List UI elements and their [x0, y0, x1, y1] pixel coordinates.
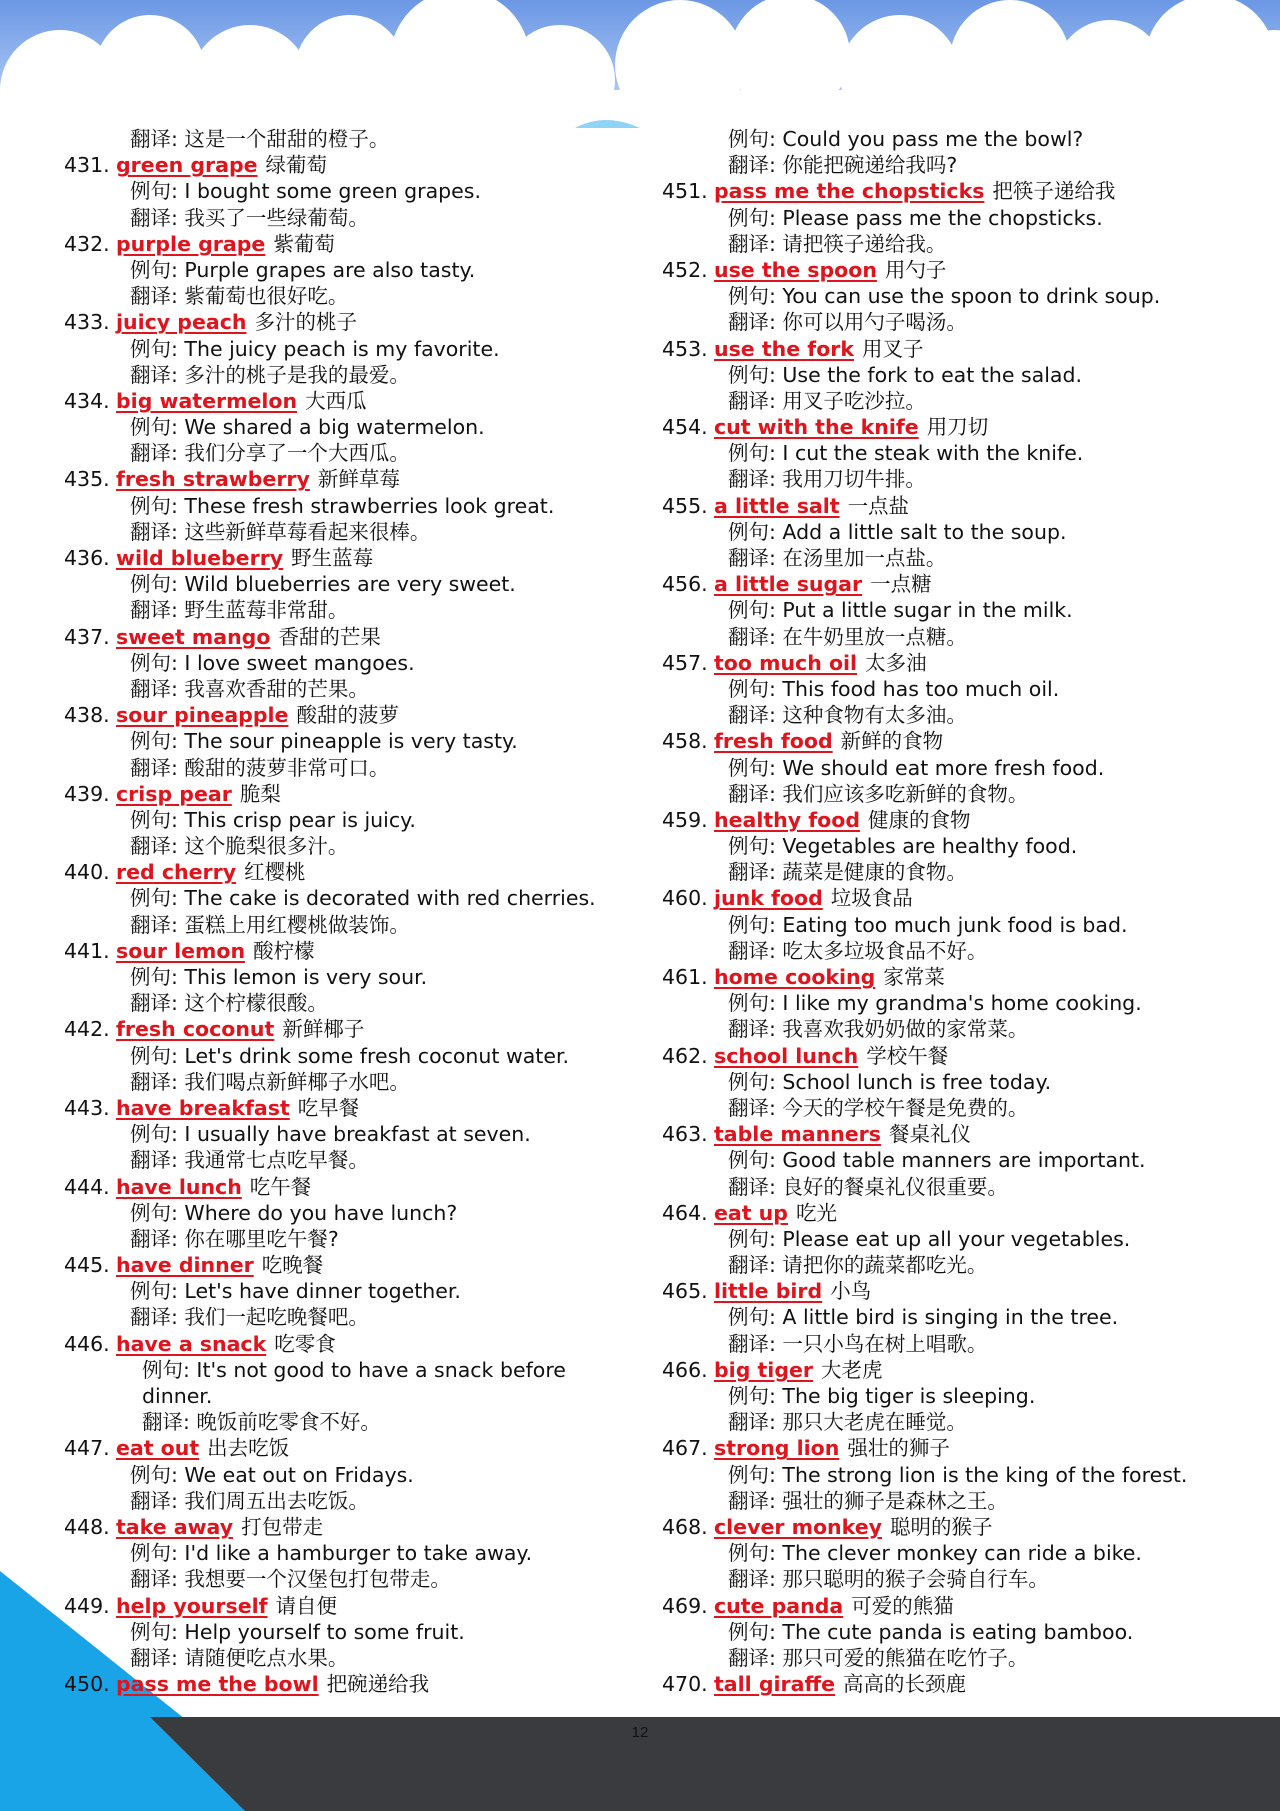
- entry-number: 467.: [662, 1436, 708, 1461]
- entry-number: 445.: [64, 1253, 110, 1278]
- translation: 翻译: 我们分享了一个大西瓜。: [130, 441, 410, 466]
- vocab-entry-452: [662, 257, 1222, 283]
- example-sentence: 例句: It's not good to have a snack before: [142, 1357, 566, 1382]
- example-sentence: 例句: This crisp pear is juicy.: [130, 807, 416, 832]
- vocab-term: eat out: [116, 1436, 200, 1461]
- vocab-term: cut with the knife: [714, 415, 919, 440]
- chinese-meaning: 脆梨: [239, 781, 281, 806]
- entry-number: 450.: [64, 1672, 110, 1697]
- translation: 翻译: 我们喝点新鲜椰子水吧。: [130, 1069, 410, 1094]
- entry-number: 440.: [64, 860, 110, 885]
- translation: 翻译: 你在哪里吃午餐?: [130, 1226, 339, 1251]
- vocab-term: big tiger: [714, 1357, 814, 1382]
- chinese-meaning: 新鲜的食物: [840, 729, 944, 754]
- example-sentence: 例句: Let's drink some fresh coconut water.: [130, 1043, 570, 1068]
- entry-number: 463.: [662, 1122, 708, 1147]
- chinese-meaning: 高高的长颈鹿: [842, 1672, 966, 1697]
- example-sentence: 例句: Please pass me the chopsticks.: [728, 205, 1103, 230]
- vocab-term: school lunch: [714, 1043, 859, 1068]
- entry-number: 448.: [64, 1514, 110, 1539]
- entry-number: 444.: [64, 1174, 110, 1199]
- entry-number: 455.: [662, 493, 708, 518]
- example-sentence: 例句: Put a little sugar in the milk.: [728, 598, 1073, 623]
- translation: 翻译: 那只聪明的猴子会骑自行车。: [728, 1567, 1049, 1592]
- entry-number: 434.: [64, 388, 110, 413]
- example-sentence: 例句: The strong lion is the king of the forest.: [728, 1462, 1188, 1487]
- vocab-term: pass me the bowl: [116, 1672, 319, 1697]
- translation: 翻译: 吃太多垃圾食品不好。: [728, 938, 988, 963]
- translation: 翻译: 蔬菜是健康的食物。: [728, 860, 967, 885]
- vocab-term: too much oil: [714, 650, 858, 675]
- entry-number: 436.: [64, 546, 110, 570]
- chinese-meaning: 野生蓝莓: [291, 546, 374, 570]
- example-sentence: 例句: Good table manners are important.: [728, 1148, 1146, 1173]
- example-sentence: 例句: A little bird is singing in the tree.: [728, 1305, 1119, 1330]
- vocab-entry-444: [64, 1174, 624, 1200]
- chinese-meaning: 小鸟: [830, 1279, 872, 1304]
- vocab-entry-440: [64, 859, 624, 885]
- vocab-entry-436: [64, 545, 624, 571]
- vocab-term: strong lion: [714, 1436, 840, 1461]
- vocab-term: clever monkey: [714, 1514, 882, 1539]
- vocab-entry-445: [64, 1252, 624, 1278]
- example-sentence: 例句: You can use the spoon to drink soup.: [728, 284, 1161, 309]
- entry-number: 438.: [64, 703, 110, 728]
- vocab-entry-470: [662, 1671, 1222, 1697]
- vocab-term: purple grape: [116, 231, 266, 256]
- entry-number: 435.: [64, 467, 110, 492]
- vocab-term: juicy peach: [116, 310, 247, 335]
- translation: 翻译: 在牛奶里放一点糖。: [728, 624, 967, 649]
- example-sentence: 例句: The juicy peach is my favorite.: [130, 336, 500, 361]
- vocab-term: a little sugar: [714, 572, 863, 597]
- chinese-meaning: 用叉子: [862, 336, 924, 361]
- translation: 翻译: 我们一起吃晚餐吧。: [130, 1305, 369, 1330]
- example-sentence: 例句: I like my grandma's home cooking.: [728, 991, 1142, 1016]
- example-sentence: 例句: Purple grapes are also tasty.: [130, 257, 476, 282]
- vocab-entry-443: [64, 1095, 624, 1121]
- translation: 翻译: 我喜欢香甜的芒果。: [130, 676, 369, 701]
- entry-number: 461.: [662, 965, 708, 989]
- right-column: [662, 126, 1222, 1697]
- vocab-entry-461: [662, 964, 1222, 990]
- vocab-term: crisp pear: [116, 781, 232, 806]
- vocab-entry-460: [662, 885, 1222, 911]
- sky-clouds-banner: [0, 0, 1280, 140]
- entry-number: 441.: [64, 938, 110, 963]
- vocab-entry-448: [64, 1514, 624, 1540]
- chinese-meaning: 太多油: [865, 650, 927, 675]
- translation: 翻译: 我喜欢我奶奶做的家常菜。: [728, 1017, 1029, 1042]
- example-sentence: 例句: These fresh strawberries look great.: [130, 493, 555, 518]
- vocab-term: green grape: [116, 153, 258, 178]
- vocab-term: wild blueberry: [116, 546, 284, 570]
- entry-number: 442.: [64, 1017, 110, 1042]
- example-sentence: 例句: Use the fork to eat the salad.: [728, 362, 1082, 387]
- vocab-term: fresh food: [714, 729, 833, 754]
- translation: 翻译: 今天的学校午餐是免费的。: [728, 1095, 1029, 1120]
- vocab-term: use the fork: [714, 336, 855, 361]
- vocab-term: sour lemon: [116, 938, 246, 963]
- entry-number: 462.: [662, 1043, 708, 1068]
- vocab-term: use the spoon: [714, 257, 877, 282]
- entry-number: 447.: [64, 1436, 110, 1461]
- translation: 翻译: 请随便吃点水果。: [130, 1645, 349, 1670]
- vocab-term: junk food: [714, 886, 823, 911]
- chinese-meaning: 把筷子递给我: [992, 179, 1116, 204]
- translation: 翻译: 用叉子吃沙拉。: [728, 388, 926, 413]
- left-column: [64, 126, 624, 1697]
- entry-number: 449.: [64, 1593, 110, 1618]
- vocab-entry-458: [662, 728, 1222, 754]
- example-sentence: 例句: The cute panda is eating bamboo.: [728, 1619, 1134, 1644]
- entry-number: 465.: [662, 1279, 708, 1304]
- translation: 翻译: 紫葡萄也很好吃。: [130, 284, 349, 309]
- vocab-entry-433: [64, 309, 624, 335]
- vocab-term: fresh coconut: [116, 1017, 275, 1042]
- vocab-term: eat up: [714, 1200, 788, 1225]
- chinese-meaning: 把碗递给我: [326, 1672, 430, 1697]
- vocab-term: home cooking: [714, 965, 876, 989]
- translation: 翻译: 这个柠檬很酸。: [130, 991, 328, 1016]
- vocab-term: have lunch: [116, 1174, 242, 1199]
- vocab-entry-466: [662, 1357, 1222, 1383]
- entry-number: 460.: [662, 886, 708, 911]
- entry-number: 432.: [64, 231, 110, 256]
- vocab-term: cute panda: [714, 1593, 844, 1618]
- vocab-entry-467: [662, 1435, 1222, 1461]
- entry-number: 431.: [64, 153, 110, 178]
- chinese-meaning: 一点糖: [870, 572, 932, 597]
- vocab-entry-435: [64, 466, 624, 492]
- example-sentence: 例句: School lunch is free today.: [728, 1069, 1052, 1094]
- chinese-meaning: 可爱的熊猫: [851, 1593, 954, 1618]
- vocab-entry-437: [64, 624, 624, 650]
- vocab-term: red cherry: [116, 860, 237, 885]
- entry-number: 446.: [64, 1331, 110, 1356]
- chinese-meaning: 一点盐: [847, 493, 910, 518]
- chinese-meaning: 餐桌礼仪: [888, 1122, 971, 1147]
- example-sentence: 例句: We should eat more fresh food.: [728, 755, 1105, 780]
- chinese-meaning: 多汁的桃子: [254, 310, 357, 335]
- translation: 翻译: 那只可爱的熊猫在吃竹子。: [728, 1645, 1029, 1670]
- vocab-entry-434: [64, 388, 624, 414]
- chinese-meaning: 吃零食: [274, 1331, 336, 1356]
- example-sentence: 例句: We shared a big watermelon.: [130, 415, 485, 440]
- vocab-term: fresh strawberry: [116, 467, 310, 492]
- vocab-term: table manners: [714, 1122, 881, 1147]
- lead-translation: 翻译: 这是一个甜甜的橙子。: [130, 127, 390, 151]
- chinese-meaning: 紫葡萄: [273, 231, 335, 256]
- chinese-meaning: 红樱桃: [244, 860, 306, 885]
- vocab-entry-469: [662, 1593, 1222, 1619]
- entry-number: 452.: [662, 257, 708, 282]
- entry-number: 443.: [64, 1095, 110, 1120]
- example-sentence: 例句: This lemon is very sour.: [130, 965, 428, 989]
- vocab-term: sour pineapple: [116, 703, 289, 728]
- chinese-meaning: 健康的食物: [868, 807, 971, 832]
- chinese-meaning: 吃光: [795, 1200, 837, 1225]
- translation: 翻译: 酸甜的菠萝非常可口。: [130, 755, 390, 780]
- vocab-term: help yourself: [116, 1593, 268, 1618]
- translation: 翻译: 你可以用勺子喝汤。: [728, 310, 967, 335]
- example-sentence: 例句: Vegetables are healthy food.: [728, 834, 1078, 859]
- entry-number: 470.: [662, 1672, 708, 1697]
- chinese-meaning: 吃早餐: [297, 1095, 360, 1120]
- translation: 翻译: 野生蓝莓非常甜。: [130, 598, 349, 623]
- vocab-entry-454: [662, 414, 1222, 440]
- chinese-meaning: 大老虎: [821, 1357, 883, 1382]
- chinese-meaning: 请自便: [275, 1593, 338, 1618]
- vocab-term: big watermelon: [116, 388, 298, 413]
- vocab-term: little bird: [714, 1279, 823, 1304]
- translation: 翻译: 晚饭前吃零食不好。: [142, 1410, 381, 1435]
- chinese-meaning: 吃晚餐: [261, 1253, 324, 1278]
- chinese-meaning: 强壮的狮子: [847, 1436, 950, 1461]
- vocab-entry-457: [662, 650, 1222, 676]
- vocab-entry-432: [64, 231, 624, 257]
- example-sentence-continued: dinner.: [142, 1384, 213, 1408]
- chinese-meaning: 家常菜: [883, 965, 945, 989]
- chinese-meaning: 新鲜椰子: [282, 1017, 365, 1042]
- translation: 翻译: 我买了一些绿葡萄。: [130, 205, 369, 230]
- example-sentence: 例句: I cut the steak with the knife.: [728, 441, 1084, 466]
- chinese-meaning: 香甜的芒果: [278, 624, 381, 649]
- vocab-entry-465: [662, 1278, 1222, 1304]
- example-sentence: 例句: Let's have dinner together.: [130, 1279, 461, 1304]
- example-sentence: 例句: Add a little salt to the soup.: [728, 519, 1067, 544]
- vocab-entry-441: [64, 938, 624, 964]
- chinese-meaning: 绿葡萄: [265, 153, 328, 178]
- chinese-meaning: 酸柠檬: [253, 938, 315, 963]
- vocab-entry-447: [64, 1435, 624, 1461]
- example-sentence: 例句: The big tiger is sleeping.: [728, 1384, 1036, 1408]
- vocab-entry-459: [662, 807, 1222, 833]
- lead-example: 例句: Could you pass me the bowl?: [728, 127, 1084, 151]
- entry-number: 453.: [662, 336, 708, 361]
- chinese-meaning: 用勺子: [884, 257, 947, 282]
- example-sentence: 例句: I'd like a hamburger to take away.: [130, 1541, 533, 1566]
- chinese-meaning: 打包带走: [241, 1514, 324, 1539]
- entry-number: 454.: [662, 415, 708, 440]
- example-sentence: 例句: Help yourself to some fruit.: [130, 1619, 465, 1644]
- vocab-entry-468: [662, 1514, 1222, 1540]
- chinese-meaning: 酸甜的菠萝: [296, 703, 399, 728]
- translation: 翻译: 这些新鲜草莓看起来很棒。: [130, 519, 431, 544]
- translation: 翻译: 我们应该多吃新鲜的食物。: [728, 781, 1029, 806]
- translation: 翻译: 一只小鸟在树上唱歌。: [728, 1331, 988, 1356]
- translation: 翻译: 这个脆梨很多汁。: [130, 834, 349, 859]
- vocab-term: take away: [116, 1514, 234, 1539]
- entry-number: 451.: [662, 179, 708, 204]
- entry-number: 437.: [64, 624, 110, 649]
- vocab-entry-431: [64, 152, 624, 178]
- chinese-meaning: 学校午餐: [866, 1043, 949, 1068]
- example-sentence: 例句: Eating too much junk food is bad.: [728, 912, 1128, 937]
- chinese-meaning: 用刀切: [926, 415, 989, 440]
- page-number: 12: [631, 1724, 649, 1741]
- translation: 翻译: 请把筷子递给我。: [728, 231, 947, 256]
- vocab-term: tall giraffe: [714, 1672, 835, 1697]
- translation: 翻译: 我用刀切牛排。: [728, 467, 926, 492]
- translation: 翻译: 我通常七点吃早餐。: [130, 1148, 369, 1173]
- example-sentence: 例句: This food has too much oil.: [728, 676, 1060, 701]
- vocab-entry-453: [662, 336, 1222, 362]
- vocab-term: pass me the chopsticks: [714, 179, 985, 204]
- vocab-entry-439: [64, 781, 624, 807]
- chinese-meaning: 垃圾食品: [830, 886, 913, 911]
- example-sentence: 例句: The sour pineapple is very tasty.: [130, 729, 518, 754]
- chinese-meaning: 大西瓜: [305, 388, 367, 413]
- chinese-meaning: 出去吃饭: [207, 1436, 290, 1461]
- vocab-entry-451: [662, 178, 1222, 204]
- lead-translation: 翻译: 你能把碗递给我吗?: [728, 153, 958, 178]
- entry-number: 459.: [662, 807, 708, 832]
- entry-number: 466.: [662, 1357, 708, 1382]
- translation: 翻译: 多汁的桃子是我的最爱。: [130, 362, 410, 387]
- right-entries: [662, 178, 1222, 1697]
- translation: 翻译: 蛋糕上用红樱桃做装饰。: [130, 912, 410, 937]
- entry-number: 469.: [662, 1593, 708, 1618]
- vocab-entry-455: [662, 493, 1222, 519]
- translation: 翻译: 在汤里加一点盐。: [728, 546, 947, 570]
- vocab-entry-462: [662, 1043, 1222, 1069]
- entry-number: 433.: [64, 310, 110, 335]
- vocab-entry-442: [64, 1016, 624, 1042]
- example-sentence: 例句: I usually have breakfast at seven.: [130, 1122, 531, 1147]
- vocab-term: have a snack: [116, 1331, 267, 1356]
- vocab-entry-450: [64, 1671, 624, 1697]
- entry-number: 439.: [64, 781, 110, 806]
- vocab-term: a little salt: [714, 493, 840, 518]
- vocab-term: have dinner: [116, 1253, 254, 1278]
- vocab-term: sweet mango: [116, 624, 271, 649]
- example-sentence: 例句: Please eat up all your vegetables.: [728, 1226, 1131, 1251]
- entry-number: 456.: [662, 572, 708, 597]
- vocab-entry-438: [64, 702, 624, 728]
- entry-number: 464.: [662, 1200, 708, 1225]
- chinese-meaning: 聪明的猴子: [889, 1514, 993, 1539]
- vocab-entry-456: [662, 571, 1222, 597]
- translation: 翻译: 强壮的狮子是森林之王。: [728, 1488, 1008, 1513]
- vocab-entry-449: [64, 1593, 624, 1619]
- translation: 翻译: 我想要一个汉堡包打包带走。: [130, 1567, 451, 1592]
- entry-number: 457.: [662, 650, 708, 675]
- entry-number: 458.: [662, 729, 708, 754]
- example-sentence: 例句: We eat out on Fridays.: [130, 1462, 414, 1487]
- vocab-term: healthy food: [714, 807, 861, 832]
- vocab-entry-464: [662, 1200, 1222, 1226]
- example-sentence: 例句: I bought some green grapes.: [130, 179, 481, 204]
- example-sentence: 例句: Wild blueberries are very sweet.: [130, 572, 516, 597]
- translation: 翻译: 请把你的蔬菜都吃光。: [728, 1253, 988, 1278]
- vocab-term: have breakfast: [116, 1095, 290, 1120]
- left-entries: [64, 152, 624, 1697]
- translation: 翻译: 我们周五出去吃饭。: [130, 1488, 369, 1513]
- chinese-meaning: 吃午餐: [249, 1174, 312, 1199]
- example-sentence: 例句: Where do you have lunch?: [130, 1200, 458, 1225]
- example-sentence: 例句: The clever monkey can ride a bike.: [728, 1541, 1142, 1566]
- vocab-entry-446: [64, 1331, 624, 1357]
- chinese-meaning: 新鲜草莓: [317, 467, 400, 492]
- translation: 翻译: 那只大老虎在睡觉。: [728, 1410, 967, 1435]
- example-sentence: 例句: The cake is decorated with red cherries.: [130, 886, 596, 911]
- translation: 翻译: 这种食物有太多油。: [728, 703, 967, 728]
- vocab-entry-463: [662, 1121, 1222, 1147]
- example-sentence: 例句: I love sweet mangoes.: [130, 650, 415, 675]
- entry-number: 468.: [662, 1514, 708, 1539]
- translation: 翻译: 良好的餐桌礼仪很重要。: [728, 1174, 1008, 1199]
